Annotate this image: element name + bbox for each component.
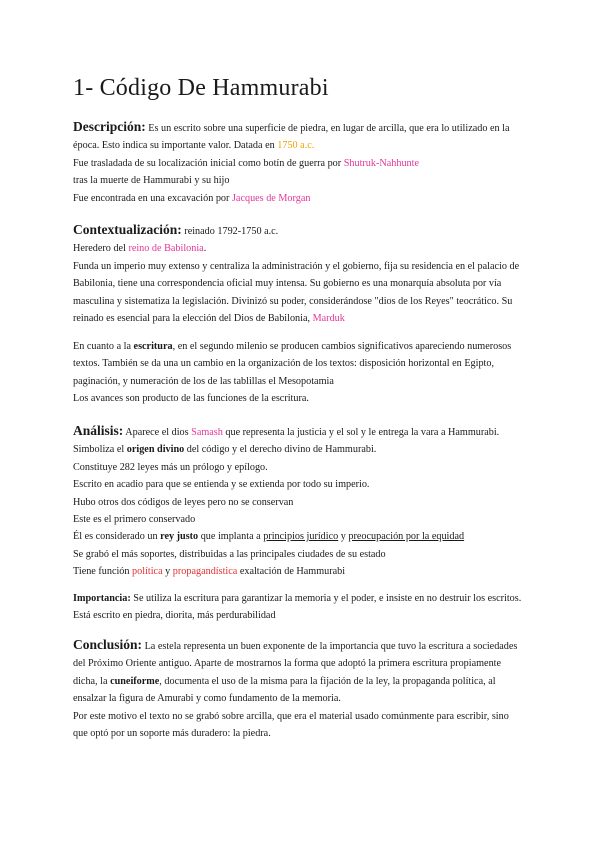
analisis-line-8: Se grabó el más soportes, distribuidas a las principales ciudades de su estado bbox=[73, 548, 386, 560]
cuneiforme-bold: cuneiforme bbox=[110, 675, 160, 687]
analisis-text-9c: exaltación de Hammurabi bbox=[237, 566, 346, 578]
analisis-line-2 bbox=[73, 441, 533, 458]
descripcion-line-2 bbox=[73, 137, 533, 154]
samash-highlight: Samash bbox=[191, 427, 223, 438]
analisis-label: Análisis: bbox=[73, 423, 124, 438]
analisis-text-7c: y bbox=[338, 531, 349, 543]
descripcion-text-5: Fue encontrada en una excavación por bbox=[73, 192, 232, 204]
conclusion-line-1 bbox=[73, 636, 533, 655]
descripcion-line-1 bbox=[73, 118, 533, 137]
conclusion-line-4: ensalzar la figura de Amurabi y como fundamento de la memoria. bbox=[73, 693, 341, 705]
analisis-line-3: Constituye 282 leyes más un prólogo y epílogo. bbox=[73, 461, 268, 473]
conclusion-line-5: Por este motivo el texto no se grabó sobre arcilla, que era el material usado comúnmente para escribir, sino bbox=[73, 710, 509, 722]
analisis-line-4: Escrito en acadio para que se entienda y se extienda por todo su imperio. bbox=[73, 479, 370, 491]
descripcion-text-3: Fue trasladada de su localización inicial como botín de guerra por bbox=[73, 157, 344, 169]
page-title: 1- Código De Hammurabi bbox=[73, 75, 329, 101]
analisis-text-2b: del código y el derecho divino de Hammurabi. bbox=[184, 444, 377, 456]
escritura-bold: escritura bbox=[133, 341, 173, 352]
date-highlight: 1750 a.c. bbox=[277, 140, 315, 152]
descripcion-line-3 bbox=[73, 155, 533, 172]
analisis-text-2: Simboliza el bbox=[73, 444, 127, 456]
descripcion-text-1: Es un escrito sobre una superficie de piedra, en lugar de arcilla, que era lo utilizado en la bbox=[148, 123, 510, 134]
descripcion-text-2: época. Esto indica su importante valor. Datada en bbox=[73, 140, 278, 152]
escritura-line-3: paginación, y numeración de los de las tablillas el Mesopotamia bbox=[73, 375, 334, 387]
contexto-text-2: Heredero del bbox=[73, 243, 129, 255]
contexto-line-1 bbox=[73, 221, 533, 240]
importancia-label: Importancia: bbox=[73, 593, 131, 604]
contexto-text-2b: . bbox=[203, 243, 207, 255]
importancia-text-1: Se utiliza la escritura para garantizar la memoria y el poder, e insiste en no destruir los escritos. bbox=[130, 593, 522, 604]
conclusion-section bbox=[73, 636, 533, 742]
conclusion-text-1: La estela representa un buen exponente de la importancia que tuvo la escritura a sociedades bbox=[142, 641, 518, 652]
analisis-line-9 bbox=[73, 563, 533, 580]
contexto-line-2 bbox=[73, 240, 533, 257]
conclusion-text-3b: , documenta el uso de la misma para la fijación de la ley, la propaganda política, al bbox=[159, 675, 496, 687]
jacques-highlight: Jacques de Morgan bbox=[231, 192, 311, 204]
shutruk-highlight: Shutruk-Nahhunte bbox=[343, 157, 419, 169]
equidad-underlined: preocupación por la equidad bbox=[348, 531, 465, 543]
escritura-section bbox=[73, 338, 533, 408]
contexto-text-1: reinado 1792-1750 a.c. bbox=[181, 226, 279, 237]
escritura-line-2: textos. También se da una un cambio en la organización de los textos: disposición horizontal en Egipto, bbox=[73, 358, 495, 370]
analisis-text-1b: que representa la justicia y el sol y le entrega la vara a Hammurabi. bbox=[222, 427, 500, 438]
principios-underlined: principios jurídico bbox=[263, 531, 339, 543]
origen-divino-bold: origen divino bbox=[126, 444, 185, 456]
conclusion-line-3 bbox=[73, 673, 533, 690]
analisis-line-7 bbox=[73, 528, 533, 545]
conclusion-label: Conclusión: bbox=[73, 637, 143, 652]
politica-highlight: política bbox=[132, 566, 163, 578]
importancia-line-2: Está escrito en piedra, diorita, más perdurabilidad bbox=[73, 610, 276, 622]
descripcion-line-4: tras la muerte de Hammurabi y su hijo bbox=[73, 175, 230, 187]
importancia-section bbox=[73, 590, 533, 625]
descripcion-section bbox=[73, 118, 533, 207]
analisis-text-7b: que implanta a bbox=[198, 531, 264, 543]
reino-highlight: reino de Babilonia bbox=[128, 243, 204, 255]
contexto-line-4: Babilonia, tiene una correspondencia oficial muy intensa. Su gobierno es una monarquía absoluta por vía bbox=[73, 278, 502, 290]
contexto-line-5: masculina y sistematiza la legislación. Divinizó su poder, considerándose "dios de los Reyes" teocrático. Su bbox=[73, 295, 513, 307]
conclusion-text-3: dicha, la bbox=[73, 675, 111, 687]
contexto-label: Contextualización: bbox=[73, 222, 182, 237]
contexto-text-6: reinado es esencial para la elección del Dios de Babilonia, bbox=[73, 313, 313, 325]
analisis-line-6: Este es el primero conservado bbox=[73, 514, 196, 526]
rey-justo-bold: rey justo bbox=[160, 531, 199, 543]
escritura-line-4: Los avances son producto de las funciones de la escritura. bbox=[73, 393, 309, 405]
propagandistica-highlight: propagandística bbox=[172, 566, 238, 578]
importancia-line-1 bbox=[73, 590, 533, 607]
descripcion-label: Descripción: bbox=[73, 119, 146, 134]
contexto-section bbox=[73, 221, 533, 327]
descripcion-line-5 bbox=[73, 190, 533, 207]
escritura-line-1 bbox=[73, 338, 533, 355]
analisis-line-1 bbox=[73, 422, 533, 441]
analisis-text-9: Tiene función bbox=[73, 566, 133, 578]
analisis-section bbox=[73, 422, 533, 581]
analisis-text-1: Aparece el dios bbox=[123, 427, 192, 438]
analisis-text-7: Él es considerado un bbox=[73, 531, 161, 543]
analisis-line-5: Hubo otros dos códigos de leyes pero no se conservan bbox=[73, 496, 294, 508]
analisis-text-9b: y bbox=[162, 566, 173, 578]
conclusion-line-6: que optó por un soporte más duradero: la piedra. bbox=[73, 728, 271, 740]
conclusion-line-2: del Próximo Oriente antiguo. Aparte de mostrarnos la forma que adoptó la primera escritura propiamente bbox=[73, 658, 502, 670]
escritura-text-1: En cuanto a la bbox=[73, 341, 134, 352]
contexto-line-6 bbox=[73, 310, 533, 327]
marduk-highlight: Marduk bbox=[312, 313, 345, 325]
contexto-line-3: Funda un imperio muy extenso y centraliza la administración y el gobierno, fija su residencia en el palacio de bbox=[73, 260, 520, 272]
escritura-text-1b: , en el segundo milenio se producen cambios significativos apareciendo numerosos bbox=[172, 341, 512, 352]
